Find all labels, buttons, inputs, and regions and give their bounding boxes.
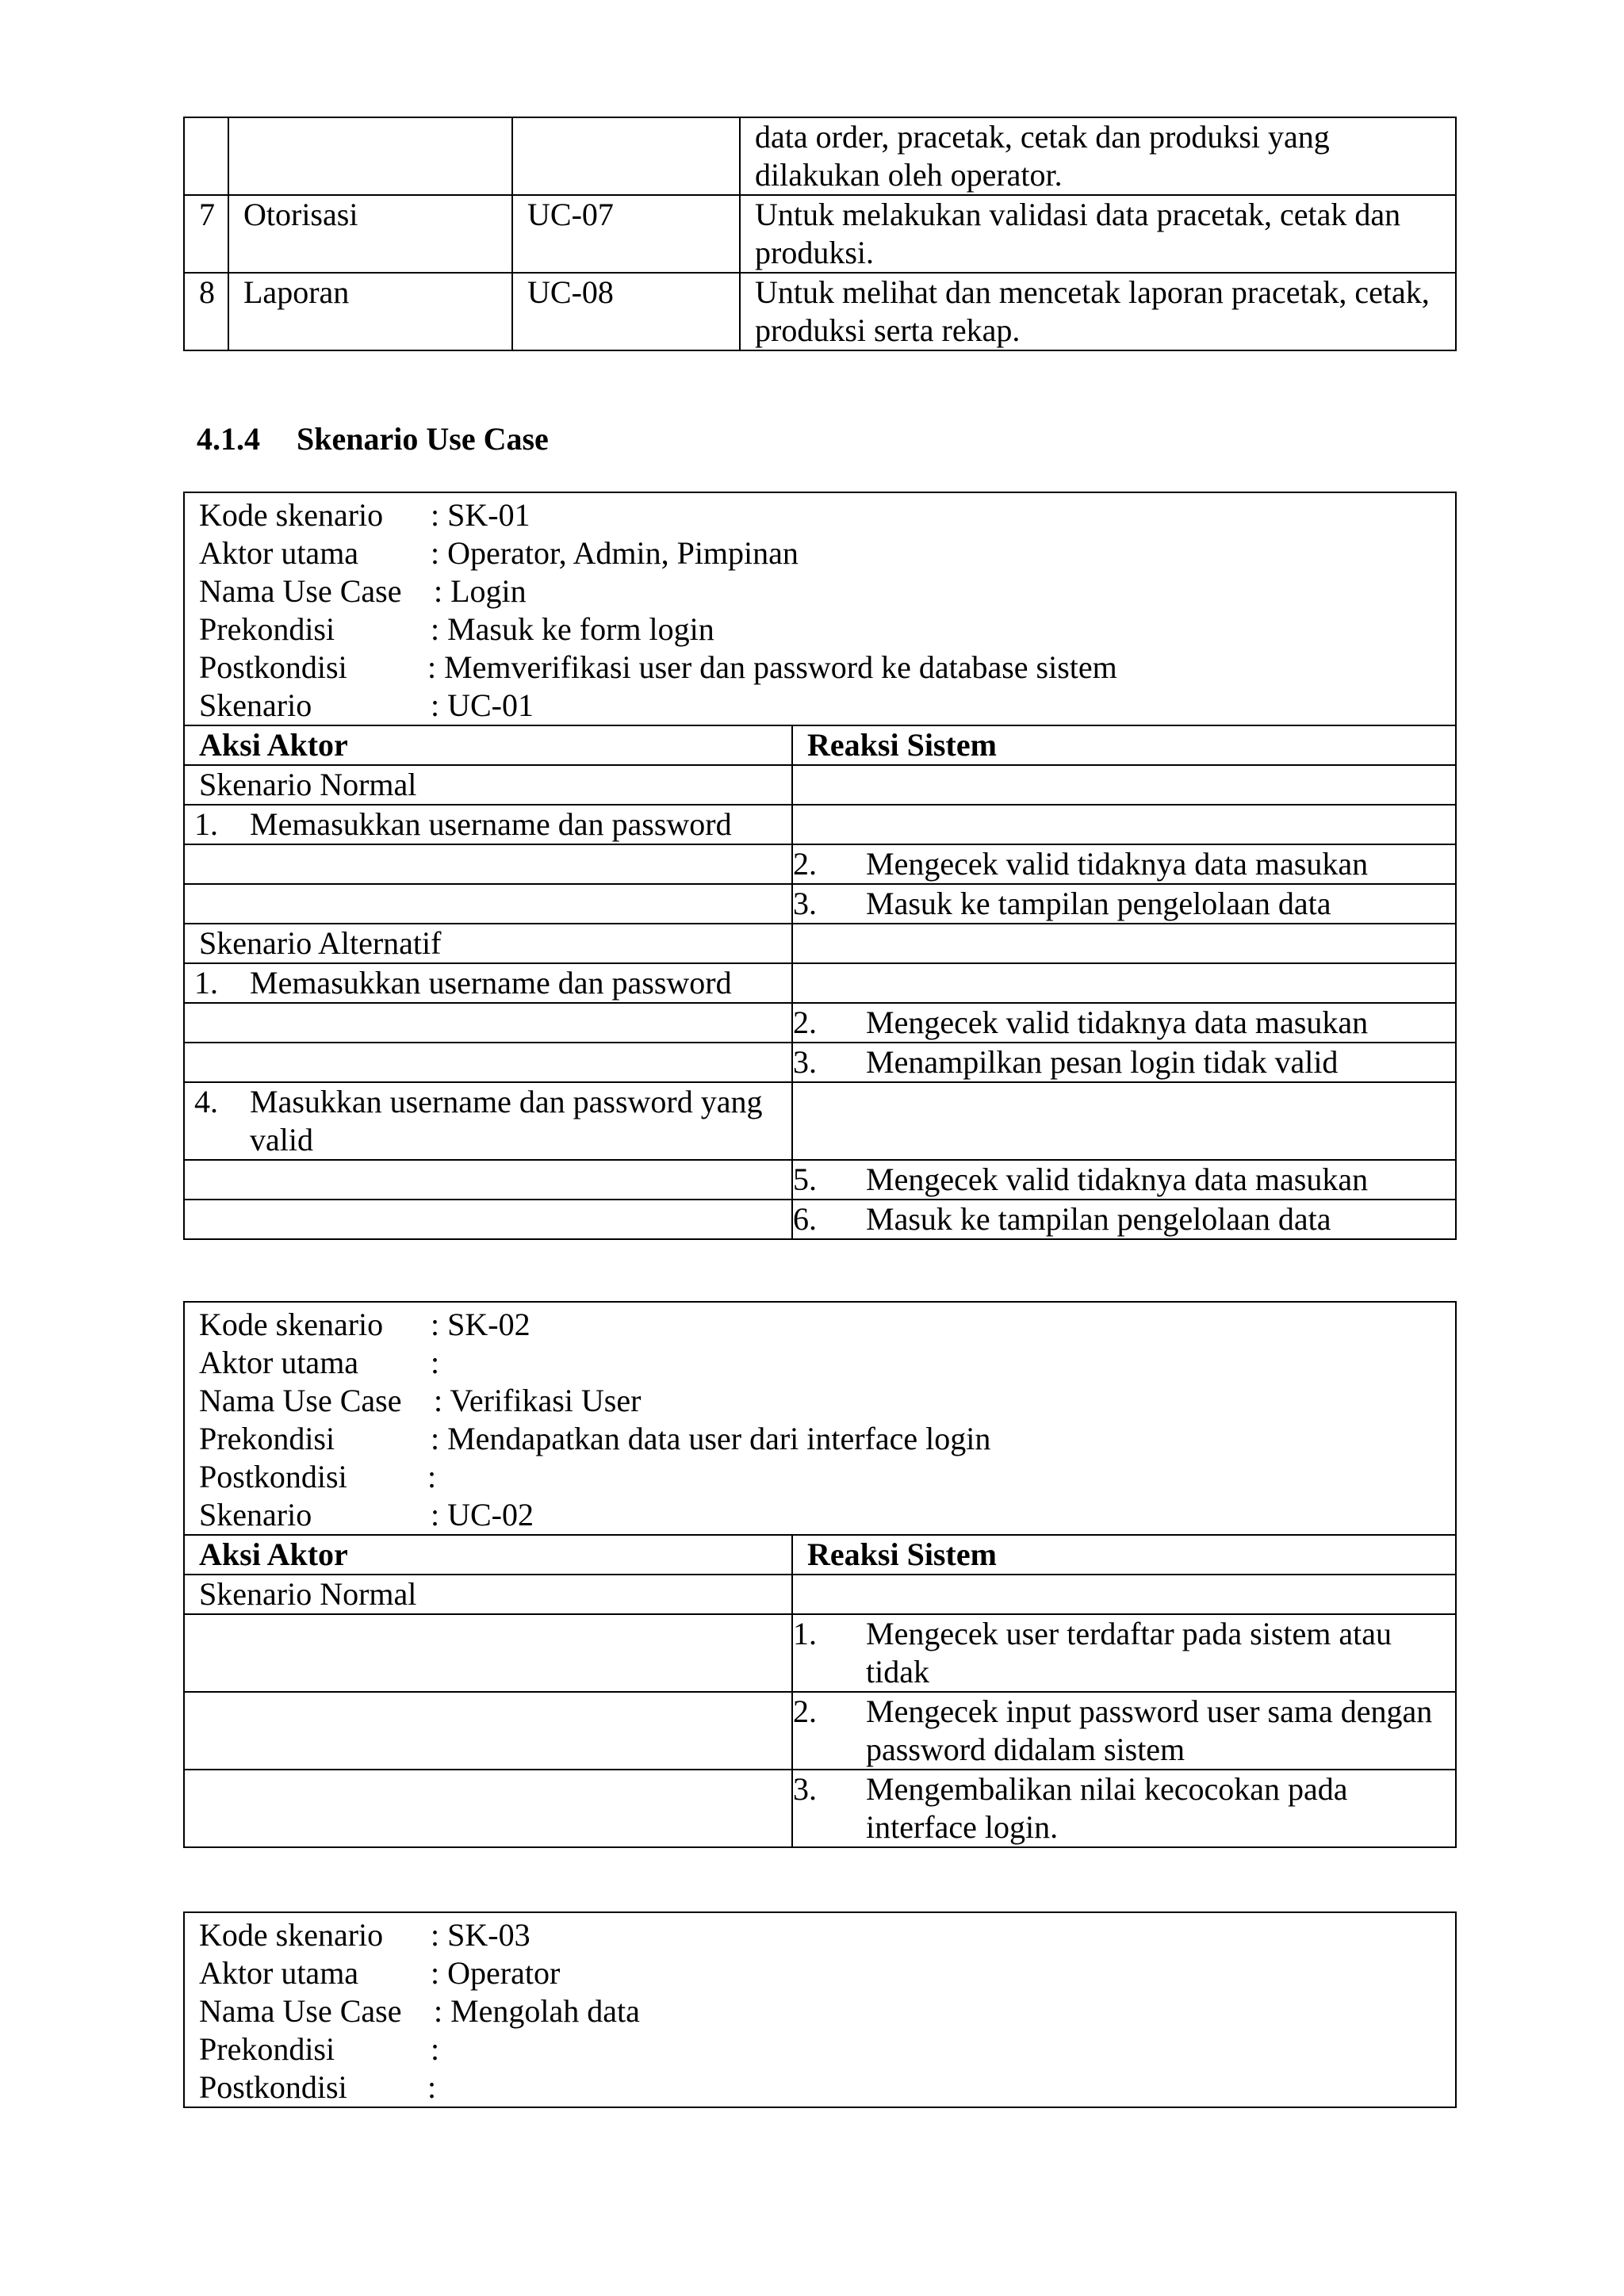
system-step: 2. Mengecek input password user sama dengan password didalam sistem bbox=[792, 1692, 1455, 1770]
cell-desc: Untuk melihat dan mencetak laporan pracetak, cetak, produksi serta rekap. bbox=[740, 273, 1456, 350]
system-step: 3. Masuk ke tampilan pengelolaan data bbox=[792, 884, 1455, 924]
label-kode: Kode skenario bbox=[199, 1917, 384, 1953]
value-kode: : SK-03 bbox=[431, 1917, 530, 1953]
system-step: 1. Mengecek user terdaftar pada sistem atau tidak bbox=[792, 1614, 1455, 1692]
system-step: 6. Masuk ke tampilan pengelolaan data bbox=[792, 1200, 1455, 1238]
cell-code: UC-08 bbox=[512, 273, 740, 350]
cell-no bbox=[184, 117, 228, 195]
value-nama: : Verifikasi User bbox=[434, 1383, 642, 1418]
label-kode: Kode skenario bbox=[199, 497, 384, 533]
value-aktor: : Operator, Admin, Pimpinan bbox=[431, 535, 799, 571]
label-nama: Nama Use Case bbox=[199, 1383, 402, 1418]
system-step: 5. Mengecek valid tidaknya data masukan bbox=[792, 1160, 1455, 1200]
cell-no: 7 bbox=[184, 195, 228, 273]
label-skenario-alternatif: Skenario Alternatif bbox=[185, 924, 792, 963]
scenario-header bbox=[185, 493, 1455, 725]
value-kode: : SK-01 bbox=[431, 497, 530, 533]
label-skenario: Skenario bbox=[199, 1497, 312, 1533]
value-post: : Memverifikasi user dan password ke database sistem bbox=[427, 649, 1117, 685]
label-skenario-normal: Skenario Normal bbox=[185, 765, 792, 805]
header-aksi-aktor: Aksi Aktor bbox=[185, 1535, 792, 1575]
scenario-sk01 bbox=[183, 492, 1457, 1240]
scenario-header bbox=[185, 1913, 1455, 2107]
value-kode: : SK-02 bbox=[431, 1307, 530, 1342]
cell-name: Otorisasi bbox=[228, 195, 512, 273]
table-row bbox=[184, 117, 1456, 195]
section-title: Skenario Use Case bbox=[297, 421, 549, 457]
scenario-steps-table bbox=[185, 725, 1455, 1238]
value-nama: : Mengolah data bbox=[434, 1993, 640, 2029]
label-pre: Prekondisi bbox=[199, 1421, 335, 1456]
value-skenario: : UC-02 bbox=[431, 1497, 534, 1533]
cell-code bbox=[512, 117, 740, 195]
label-kode: Kode skenario bbox=[199, 1307, 384, 1342]
system-step: 2. Mengecek valid tidaknya data masukan bbox=[792, 1003, 1455, 1043]
label-aktor: Aktor utama bbox=[199, 535, 359, 571]
scenario-steps-table bbox=[185, 1534, 1455, 1846]
label-pre: Prekondisi bbox=[199, 611, 335, 647]
value-post: : bbox=[427, 1459, 437, 1494]
actor-step: 1. Memasukkan username dan password bbox=[185, 963, 792, 1003]
system-step: 3. Mengembalikan nilai kecocokan pada interface login. bbox=[792, 1770, 1455, 1846]
cell-no: 8 bbox=[184, 273, 228, 350]
cell-name bbox=[228, 117, 512, 195]
value-skenario: : UC-01 bbox=[431, 687, 534, 723]
value-post: : bbox=[427, 2069, 437, 2105]
section-number: 4.1.4 bbox=[197, 421, 260, 457]
actor-step: 1. Memasukkan username dan password bbox=[185, 805, 792, 844]
label-nama: Nama Use Case bbox=[199, 573, 402, 609]
section-heading bbox=[197, 419, 549, 459]
cell-desc: data order, pracetak, cetak dan produksi yang dilakukan oleh operator. bbox=[740, 117, 1456, 195]
header-aksi-aktor: Aksi Aktor bbox=[185, 725, 792, 765]
label-skenario: Skenario bbox=[199, 687, 312, 723]
table-row bbox=[184, 195, 1456, 273]
label-skenario-normal: Skenario Normal bbox=[185, 1575, 792, 1614]
usecase-table bbox=[183, 117, 1457, 351]
label-post: Postkondisi bbox=[199, 2069, 347, 2105]
header-reaksi-sistem: Reaksi Sistem bbox=[792, 1535, 1455, 1575]
system-step: 3. Menampilkan pesan login tidak valid bbox=[792, 1043, 1455, 1082]
label-aktor: Aktor utama bbox=[199, 1955, 359, 1991]
scenario-sk02 bbox=[183, 1301, 1457, 1848]
label-post: Postkondisi bbox=[199, 1459, 347, 1494]
value-nama: : Login bbox=[434, 573, 527, 609]
value-aktor: : Operator bbox=[431, 1955, 561, 1991]
value-pre: : Mendapatkan data user dari interface login bbox=[431, 1421, 991, 1456]
value-pre: : bbox=[431, 2031, 440, 2067]
label-pre: Prekondisi bbox=[199, 2031, 335, 2067]
label-aktor: Aktor utama bbox=[199, 1345, 359, 1380]
label-nama: Nama Use Case bbox=[199, 1993, 402, 2029]
value-aktor: : bbox=[431, 1345, 440, 1380]
label-post: Postkondisi bbox=[199, 649, 347, 685]
actor-step: 4. Masukkan username dan password yang valid bbox=[185, 1082, 792, 1160]
scenario-sk03 bbox=[183, 1911, 1457, 2108]
scenario-header bbox=[185, 1303, 1455, 1534]
table-row bbox=[184, 273, 1456, 350]
value-pre: : Masuk ke form login bbox=[431, 611, 714, 647]
cell-code: UC-07 bbox=[512, 195, 740, 273]
header-reaksi-sistem: Reaksi Sistem bbox=[792, 725, 1455, 765]
cell-desc: Untuk melakukan validasi data pracetak, cetak dan produksi. bbox=[740, 195, 1456, 273]
cell-name: Laporan bbox=[228, 273, 512, 350]
system-step: 2. Mengecek valid tidaknya data masukan bbox=[792, 844, 1455, 884]
